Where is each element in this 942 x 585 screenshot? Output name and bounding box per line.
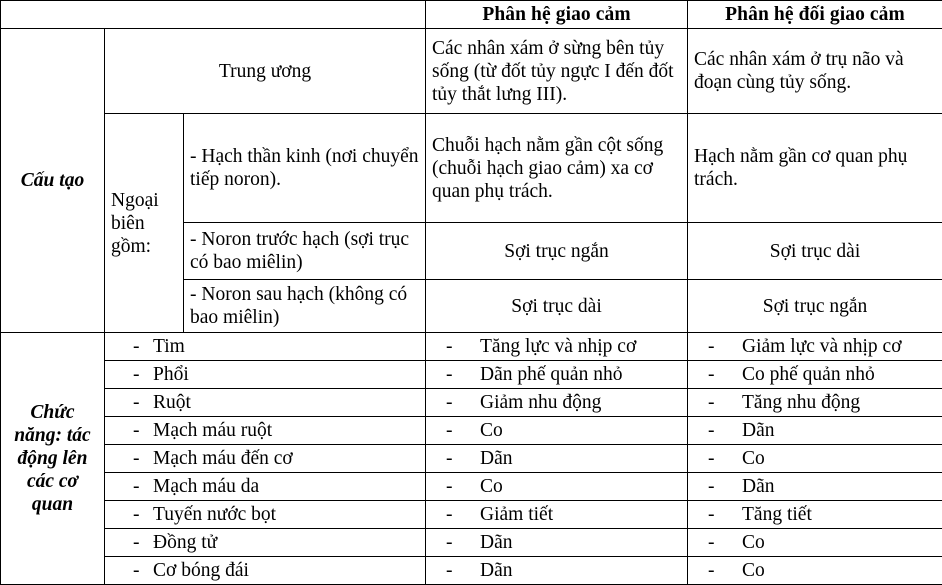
organ-sympathetic-value: Dãn: [480, 559, 681, 582]
organ-sympathetic-value: Co: [480, 419, 681, 442]
bullet-dash: -: [432, 391, 480, 414]
cell-organ-parasympathetic: [688, 473, 942, 501]
cell-noron-sau-hach: - Noron sau hạch (không có bao miêlin): [184, 280, 426, 333]
cell-organ-name: [105, 417, 426, 445]
cell-organ-parasympathetic: [688, 557, 942, 585]
cell-organ-sympathetic: [426, 529, 688, 557]
cell-organ-name: [105, 557, 426, 585]
table-row-organ-mach-mau-ruot: [1, 417, 942, 445]
cell-organ-sympathetic: [426, 473, 688, 501]
table-row-organ-tim: [1, 333, 942, 361]
organ-parasympathetic-value: Co: [742, 531, 936, 554]
bullet-dash: -: [694, 391, 742, 414]
cell-hach-than-kinh: - Hạch thần kinh (nơi chuyển tiếp noron).: [184, 114, 426, 223]
organ-label: Đồng tử: [153, 531, 419, 554]
organ-sympathetic-value: Dãn phế quản nhỏ: [480, 363, 681, 386]
organ-label: Mạch máu đến cơ: [153, 447, 419, 470]
organ-sympathetic-value: Tăng lực và nhịp cơ: [480, 335, 681, 358]
bullet-dash: -: [694, 335, 742, 358]
organ-label: Tuyến nước bọt: [153, 503, 419, 526]
cell-organ-name: [105, 445, 426, 473]
organ-label: Tim: [153, 335, 419, 358]
bullet-dash: -: [111, 419, 153, 442]
organ-sympathetic-value: Dãn: [480, 531, 681, 554]
cell-organ-parasympathetic: [688, 333, 942, 361]
organ-label: Mạch máu da: [153, 475, 419, 498]
bullet-dash: -: [111, 531, 153, 554]
table-row-organ-mach-mau-da: [1, 473, 942, 501]
organ-parasympathetic-value: Co phế quản nhỏ: [742, 363, 936, 386]
cell-organ-sympathetic: [426, 333, 688, 361]
bullet-dash: -: [111, 503, 153, 526]
bullet-dash: -: [432, 531, 480, 554]
bullet-dash: -: [694, 363, 742, 386]
cell-noron-truoc-hach: - Noron trước hạch (sợi trục có bao miêlin): [184, 223, 426, 280]
cell-hach-parasympathetic: Hạch nằm gần cơ quan phụ trách.: [688, 114, 942, 223]
cell-organ-sympathetic: [426, 389, 688, 417]
cell-noron-sau-parasympathetic: Sợi trục ngắn: [688, 280, 942, 333]
bullet-dash: -: [432, 475, 480, 498]
organ-sympathetic-value: Dãn: [480, 447, 681, 470]
table-row-organ-mach-mau-den-co: [1, 445, 942, 473]
bullet-dash: -: [694, 447, 742, 470]
cell-organ-parasympathetic: [688, 501, 942, 529]
table-row-trung-uong: [1, 29, 942, 114]
bullet-dash: -: [111, 447, 153, 470]
organ-parasympathetic-value: Tăng tiết: [742, 503, 936, 526]
cell-organ-name: [105, 389, 426, 417]
cell-organ-name: [105, 529, 426, 557]
section-label-chuc-nang: Chức năng: tác động lên các cơ quan: [1, 333, 105, 585]
table-row-organ-dong-tu: [1, 529, 942, 557]
cell-organ-name: [105, 333, 426, 361]
organ-label: Mạch máu ruột: [153, 419, 419, 442]
organ-label: Phổi: [153, 363, 419, 386]
table-row-organ-co-bong-dai: [1, 557, 942, 585]
organ-parasympathetic-value: Co: [742, 559, 936, 582]
bullet-dash: -: [432, 419, 480, 442]
organ-label: Cơ bóng đái: [153, 559, 419, 582]
cell-organ-sympathetic: [426, 361, 688, 389]
table-row-organ-tuyen-nuoc-bot: [1, 501, 942, 529]
bullet-dash: -: [694, 531, 742, 554]
organ-label: Ruột: [153, 391, 419, 414]
cell-trung-uong-parasympathetic: Các nhân xám ở trụ não và đoạn cùng tủy sống.: [688, 29, 942, 114]
bullet-dash: -: [694, 475, 742, 498]
cell-trung-uong: Trung ương: [105, 29, 426, 114]
cell-organ-parasympathetic: [688, 529, 942, 557]
cell-organ-sympathetic: [426, 501, 688, 529]
cell-trung-uong-sympathetic: Các nhân xám ở sừng bên tủy sống (từ đốt tủy ngực I đến đốt tủy thắt lưng III).: [426, 29, 688, 114]
bullet-dash: -: [111, 363, 153, 386]
bullet-dash: -: [432, 335, 480, 358]
cell-noron-truoc-parasympathetic: Sợi trục dài: [688, 223, 942, 280]
organ-sympathetic-value: Giảm tiết: [480, 503, 681, 526]
cell-organ-name: [105, 473, 426, 501]
bullet-dash: -: [694, 559, 742, 582]
header-blank-cell: [1, 1, 426, 29]
sub-label-ngoai-bien-gom: Ngoại biên gồm:: [105, 114, 184, 333]
cell-organ-name: [105, 501, 426, 529]
bullet-dash: -: [432, 559, 480, 582]
cell-organ-parasympathetic: [688, 361, 942, 389]
section-label-cau-tao: Cấu tạo: [1, 29, 105, 333]
bullet-dash: -: [111, 391, 153, 414]
table-header-row: [1, 1, 942, 29]
bullet-dash: -: [111, 559, 153, 582]
organ-parasympathetic-value: Dãn: [742, 475, 936, 498]
organ-parasympathetic-value: Dãn: [742, 419, 936, 442]
table-row-organ-ruot: [1, 389, 942, 417]
cell-organ-parasympathetic: [688, 445, 942, 473]
organ-parasympathetic-value: Tăng nhu động: [742, 391, 936, 414]
cell-noron-sau-sympathetic: Sợi trục dài: [426, 280, 688, 333]
organ-parasympathetic-value: Co: [742, 447, 936, 470]
bullet-dash: -: [111, 335, 153, 358]
bullet-dash: -: [694, 419, 742, 442]
cell-organ-parasympathetic: [688, 389, 942, 417]
cell-organ-sympathetic: [426, 417, 688, 445]
bullet-dash: -: [432, 447, 480, 470]
table-row-organ-phoi: [1, 361, 942, 389]
header-parasympathetic: Phân hệ đối giao cảm: [688, 1, 942, 29]
cell-organ-sympathetic: [426, 445, 688, 473]
organ-parasympathetic-value: Giảm lực và nhịp cơ: [742, 335, 936, 358]
header-sympathetic: Phân hệ giao cảm: [426, 1, 688, 29]
bullet-dash: -: [432, 503, 480, 526]
cell-organ-parasympathetic: [688, 417, 942, 445]
bullet-dash: -: [694, 503, 742, 526]
cell-noron-truoc-sympathetic: Sợi trục ngắn: [426, 223, 688, 280]
bullet-dash: -: [432, 363, 480, 386]
organ-sympathetic-value: Co: [480, 475, 681, 498]
cell-hach-sympathetic: Chuỗi hạch nằm gần cột sống (chuỗi hạch giao cảm) xa cơ quan phụ trách.: [426, 114, 688, 223]
table-row-hach-than-kinh: [1, 114, 942, 223]
cell-organ-sympathetic: [426, 557, 688, 585]
cell-organ-name: [105, 361, 426, 389]
organ-sympathetic-value: Giảm nhu động: [480, 391, 681, 414]
bullet-dash: -: [111, 475, 153, 498]
